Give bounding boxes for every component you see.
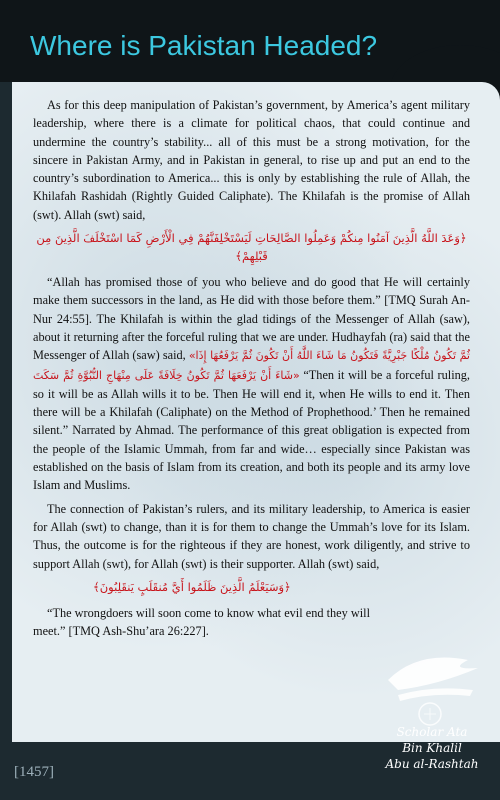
page-number: [1457] — [14, 764, 54, 780]
paragraph-2-part-1: “Allah has promised those of you who believe and do good that He will certainly make them successors in the land, as He did with those before them.” [TMQ Surah An-Nur 24:55]. The Khilafah is within the glad tidings of the Messenger of Allah (saw), about it returning after the forceful ruling that we are under. Hudhayfah (ra) said that the Messenger of Allah (saw) said, — [33, 275, 470, 363]
author-signature — [372, 724, 492, 772]
paragraph-1: As for this deep manipulation of Pakistan’s government, by America’s agent military leadership, where there is a climate for political chaos, that could continue and undermine the country’s stability... all of this must be a strong motivation, for the sincere in Pakistan Army, and in Pakistan in general, to rise up and put an end to the country’s subordination to America... this is only by establishing the rule of Allah, the Khilafah Rashidah (Rightly Guided Caliphate). The Khilafah is the promise of Allah (swt). Allah (swt) said, — [33, 98, 470, 222]
author-line-3: Abu al-Rashtah — [385, 757, 479, 771]
paragraph-4: “The wrongdoers will soon come to know what evil end they will meet.” [TMQ Ash-Shu’ara 26:227]. — [33, 605, 370, 639]
hadith-arabic: «ثُمَّ تَكُونُ مُلْكًا جَبْرِيَّةً فَتَكُونُ مَا شَاءَ اللَّهُ أَنْ تَكُونَ ثُمَّ يَرْفَعُهَا إِذَا شَاءَ أَنْ يَرْفَعَهَا ثُمَّ تَكُونُ خِلَافَةً عَلَى مِنْهَاجِ النُّبُوَّةِ ثُمَّ سَكَتَ» — [33, 349, 470, 382]
paragraph-2-part-2: “Then it will be a forceful ruling, so it will be as Allah wills it to be. Then He will end it, when He wills to end it. Then there will be a Khilafah (Caliphate) on the Method of Prophethood.’ Then he remained silent.” Narrated by Ahmad. The performance of this great obligation is expected from the people of the Islamic Ummah, from far and wide… especially since Pakistan was established on the basis of Islam from its creation, and both its people and its army love Islam and Muslims. — [33, 367, 470, 493]
author-line-2: Bin Khalil — [402, 741, 462, 755]
author-line-1: Scholar Ata — [396, 725, 468, 739]
paragraph-3: The connection of Pakistan’s rulers, and its military leadership, to America is easier for Allah (swt) to change, than it is for them to change the Ummah’s love for its Islam. Thus, the outcome is for the righteous if they are honest, work diligently, and strive to support Allah (swt), for Allah (swt) is their supporter. Allah (swt) said, — [33, 501, 470, 571]
quran-verse-arabic-2: ﴿وَسَيَعْلَمُ الَّذِينَ ظَلَمُوا أَيَّ مُنقَلَبٍ يَنقَلِبُونَ﴾ — [93, 579, 291, 594]
quran-verse-arabic: ﴿وَعَدَ اللَّهُ الَّذِينَ آمَنُوا مِنكُمْ وَعَمِلُوا الصَّالِحَاتِ لَيَسْتَخْلِفَنَّهُمْ فِي الْأَرْضِ كَمَا اسْتَخْلَفَ الَّذِينَ مِن قَبْلِهِمْ﴾ — [36, 231, 467, 264]
article-body — [33, 96, 470, 645]
page-title: Where is Pakistan Headed? — [30, 30, 378, 61]
header-bar — [0, 0, 500, 82]
paragraph-2 — [33, 273, 470, 495]
